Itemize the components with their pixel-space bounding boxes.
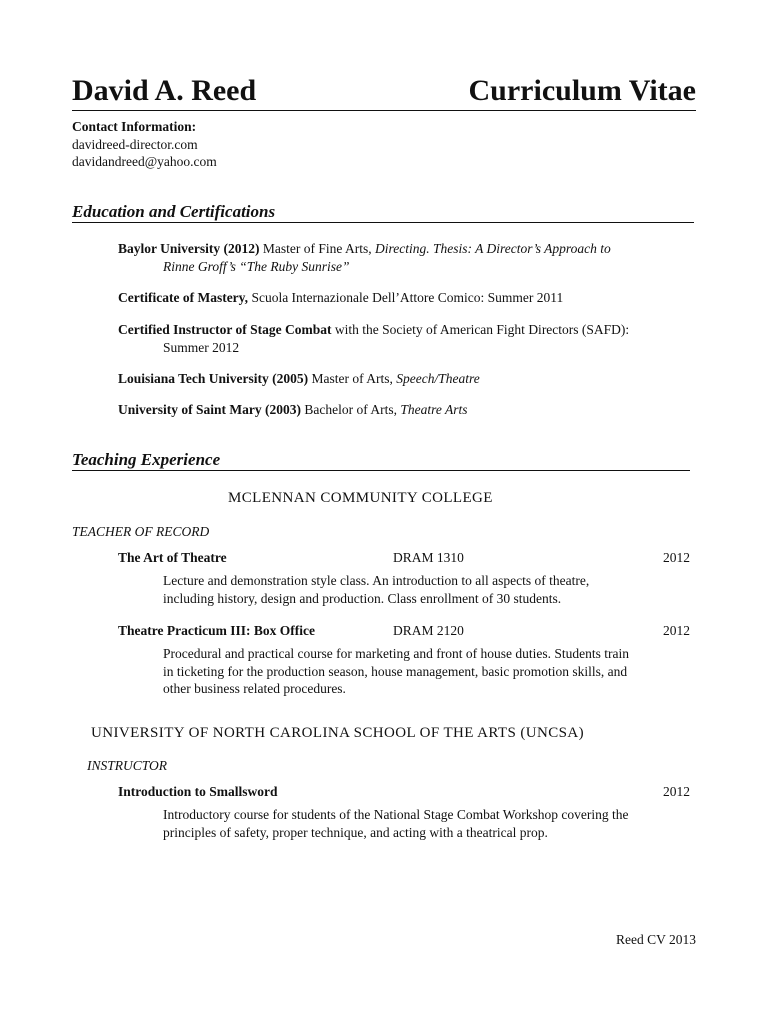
page-footer: Reed CV 2013 bbox=[616, 932, 696, 947]
education-item-safd bbox=[118, 321, 696, 356]
edu-italic: Speech/Theatre bbox=[396, 371, 480, 386]
edu-text: Master of Fine Arts, bbox=[259, 241, 375, 256]
course-title: Theatre Practicum III: Box Office bbox=[118, 623, 315, 638]
description-line: other business related procedures. bbox=[163, 681, 346, 696]
description-line: in ticketing for the production season, house management, basic promotion skills, and bbox=[163, 663, 628, 679]
cv-header bbox=[72, 74, 696, 111]
course-description bbox=[163, 572, 693, 607]
edu-bold: University of Saint Mary (2003) bbox=[118, 402, 301, 417]
teaching-heading: Teaching Experience bbox=[72, 450, 690, 471]
education-heading: Education and Certifications bbox=[72, 202, 694, 223]
role-instructor: INSTRUCTOR bbox=[87, 758, 168, 773]
course-description bbox=[163, 806, 693, 841]
edu-bold: Louisiana Tech University (2005) bbox=[118, 371, 309, 386]
contact-website: davidreed-director.com bbox=[72, 136, 198, 152]
education-item-baylor bbox=[118, 240, 696, 275]
edu-text: Bachelor of Arts, bbox=[300, 402, 401, 417]
edu-bold: Certified Instructor of Stage Combat bbox=[118, 322, 332, 337]
edu-bold: Baylor University (2012) bbox=[118, 241, 260, 256]
education-item-louisiana-tech bbox=[118, 370, 696, 388]
course-description bbox=[163, 645, 693, 698]
course-code: DRAM 2120 bbox=[393, 623, 464, 638]
institution-heading-uncsa: UNIVERSITY OF NORTH CAROLINA SCHOOL OF THE ARTS (UNCSA) bbox=[91, 725, 585, 741]
edu-text: Master of Arts, bbox=[308, 371, 397, 386]
education-item-certificate bbox=[118, 289, 696, 307]
course-year: 2012 bbox=[663, 550, 690, 565]
edu-italic: Theatre Arts bbox=[400, 402, 468, 417]
edu-text: with the Society of American Fight Directors (SAFD): bbox=[331, 322, 630, 337]
course-title: Introduction to Smallsword bbox=[118, 784, 278, 799]
person-name: David A. Reed bbox=[72, 74, 257, 107]
edu-text: Scuola Internazionale Dell’Attore Comico: Summer 2011 bbox=[248, 290, 564, 305]
edu-continuation: Summer 2012 bbox=[163, 339, 240, 355]
contact-email: davidandreed@yahoo.com bbox=[72, 154, 217, 169]
contact-label: Contact Information: bbox=[72, 119, 197, 134]
contact-block bbox=[72, 118, 217, 171]
role-teacher-of-record: TEACHER OF RECORD bbox=[72, 524, 210, 539]
course-year: 2012 bbox=[663, 623, 690, 638]
edu-bold: Certificate of Mastery, bbox=[118, 290, 249, 305]
description-line: Procedural and practical course for marketing and front of house duties. Students train bbox=[163, 646, 629, 661]
edu-italic: Directing. Thesis: A Director’s Approach to bbox=[375, 241, 611, 256]
edu-continuation: Rinne Groff’s “The Ruby Sunrise” bbox=[163, 258, 350, 274]
course-title: The Art of Theatre bbox=[118, 550, 227, 565]
education-item-saint-mary bbox=[118, 401, 696, 419]
description-line: Lecture and demonstration style class. An introduction to all aspects of theatre, bbox=[163, 573, 590, 588]
course-year: 2012 bbox=[663, 784, 690, 799]
document-title: Curriculum Vitae bbox=[468, 74, 696, 107]
description-line: including history, design and production. Class enrollment of 30 students. bbox=[163, 590, 562, 606]
course-code: DRAM 1310 bbox=[393, 550, 464, 565]
description-line: Introductory course for students of the National Stage Combat Workshop covering the bbox=[163, 807, 629, 822]
institution-heading-mclennan: MCLENNAN COMMUNITY COLLEGE bbox=[228, 490, 493, 506]
description-line: principles of safety, proper technique, and acting with a theatrical prop. bbox=[163, 824, 548, 840]
